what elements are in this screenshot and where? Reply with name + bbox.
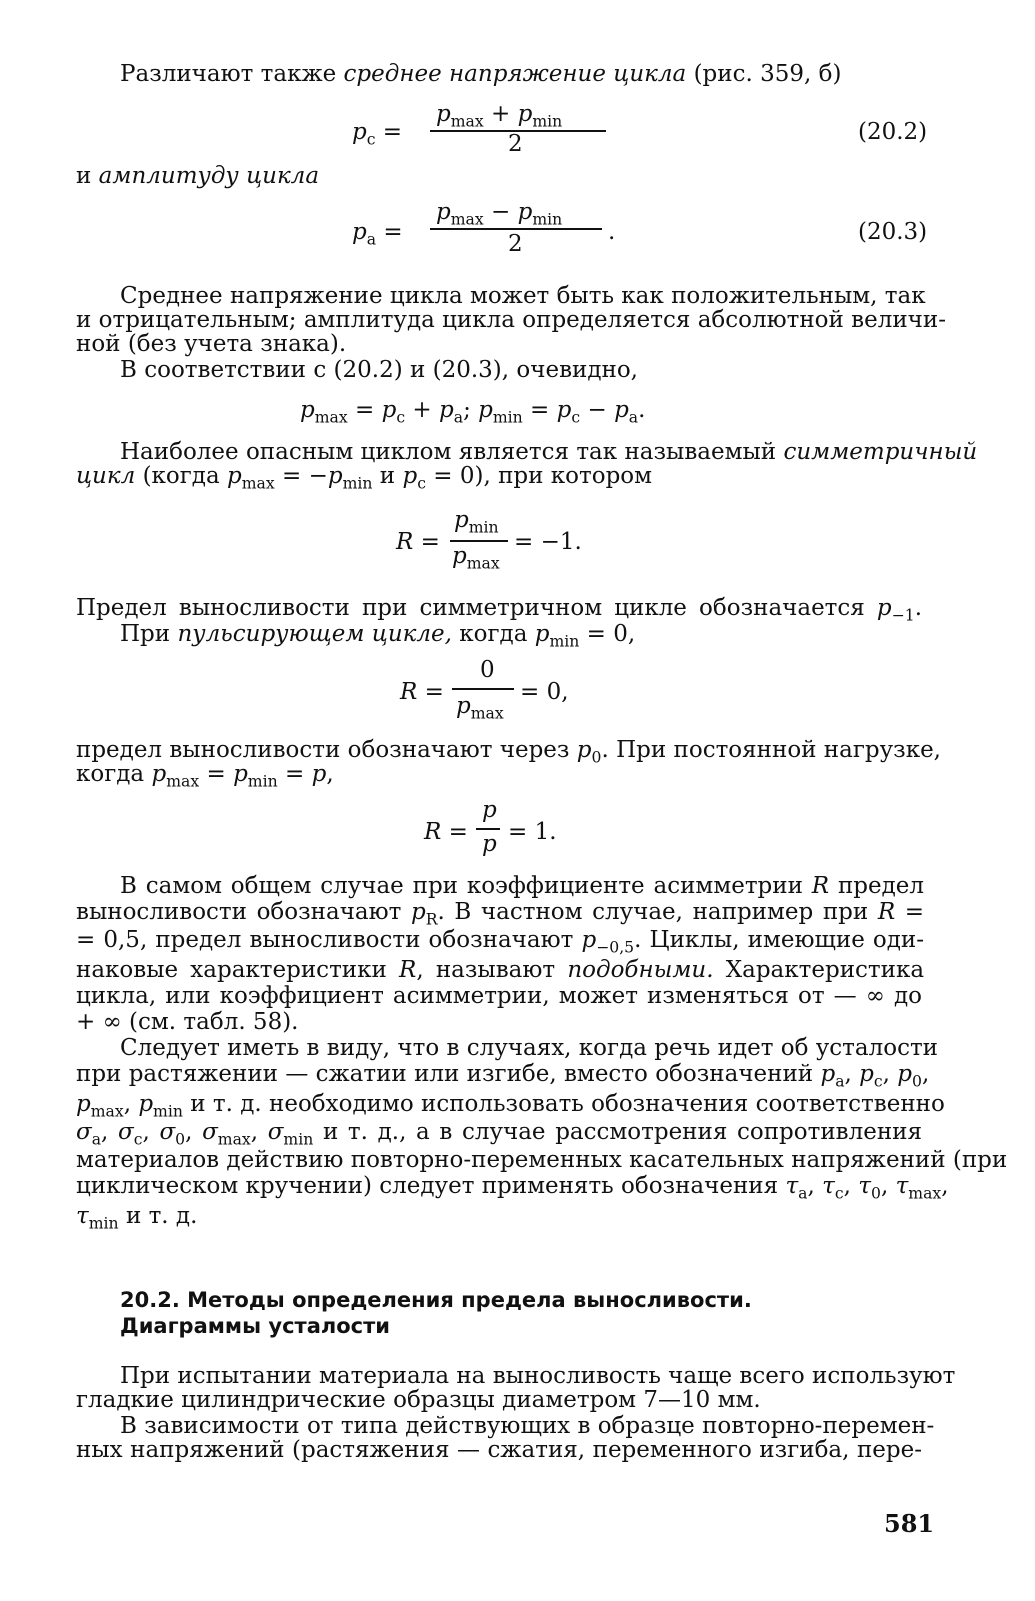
text-line: При испытании материала на выносливость чаще всего используют (120, 1363, 956, 1389)
text-line: ной (без учета знака). (76, 331, 347, 357)
text-line: и отрицательным; амплитуда цикла определяется абсолютной величи- (76, 307, 946, 333)
text-line: $\sigma_a$, $\sigma_c$, $\sigma_0$, $\sigma_{max}$, $\sigma_{min}$ и т. д., а в случае рассмотрения сопротивления (76, 1119, 923, 1149)
formula-pmax: $p_{max} = p_c + p_a$; $p_{min} = p_c - p_a$. (300, 397, 646, 427)
text-line: Среднее напряжение цикла может быть как положительным, так (120, 283, 926, 309)
text-line: циклическом кручении) следует применять обозначения $\tau_a$, $\tau_c$, $\tau_0$, $\tau_{max}$, (76, 1173, 949, 1203)
text-span: (рис. 359, б) (693, 61, 842, 87)
text-line: $\tau_{min}$ и т. д. (76, 1203, 198, 1233)
text-line: + ∞ (см. табл. 58). (76, 1009, 299, 1035)
text-line: цикл (когда $p_{max} = -p_{min}$ и $p_c = 0$), при котором (76, 463, 653, 493)
text-line: наковые характеристики R, называют подобными. Характеристика (76, 957, 925, 983)
equation-number: (20.3) (858, 219, 928, 245)
formula-r-symmetric: R = $p_{min}$ $p_{max}$ = −1. (396, 507, 582, 573)
text-line: цикла, или коэффициент асимметрии, может изменяться от — ∞ до (76, 983, 922, 1009)
section-heading-subtitle: Диаграммы усталости (120, 1314, 391, 1338)
text-line: В соответствии с (20.2) и (20.3), очевидно, (120, 357, 638, 383)
text-line (120, 60, 841, 88)
text-line: В самом общем случае при коэффициенте асимметрии R предел (120, 873, 925, 899)
formula-pa: $p_a$ = $p_{max} - p_{min}$ 2 . (352, 199, 616, 257)
text-line: гладкие цилиндрические образцы диаметром 7—10 мм. (76, 1387, 761, 1413)
text-line: $p_{max}$, $p_{min}$ и т. д. необходимо использовать обозначения соответственно (76, 1091, 945, 1121)
text-line: = 0,5, предел выносливости обозначают $p_{-0,5}$. Циклы, имеющие оди- (76, 927, 925, 957)
formula-r-constant: R = p p = 1. (424, 797, 557, 857)
page-number: 581 (884, 1509, 935, 1538)
text-line (76, 162, 319, 190)
italic-term: среднее напряжение цикла (343, 61, 687, 87)
text-line: ных напряжений (растяжения — сжатия, переменного изгиба, пере- (76, 1437, 922, 1463)
formula-pc: $p_c$ = $p_{max} + p_{min}$ 2 (352, 100, 612, 160)
text-line: Следует иметь в виду, что в случаях, когда речь идет об усталости (120, 1035, 939, 1061)
section-heading: 20.2. Методы определения предела выносливости. (120, 1288, 752, 1312)
equation-number: (20.2) (858, 119, 928, 145)
italic-term: цикл (76, 463, 136, 489)
italic-term: подобными. (567, 957, 714, 983)
text-line: Наиболее опасным циклом является так называемый симметричный (120, 439, 978, 465)
text-span: и (76, 163, 92, 189)
text-line: предел выносливости обозначают через $p_0$. При постоянной нагрузке, (76, 737, 941, 767)
text-line: когда $p_{max} = p_{min} = p$, (76, 761, 334, 791)
formula-r-pulsating: R = 0 $p_{max}$ = 0, (400, 657, 569, 723)
text-line: выносливости обозначают $p_R$. В частном случае, например при R = (76, 899, 925, 929)
text-span: Различают также (120, 61, 337, 87)
italic-term: амплитуду цикла (98, 163, 320, 189)
text-line: материалов действию повторно-переменных касательных напряжений (при (76, 1147, 1008, 1173)
text-line: В зависимости от типа действующих в образце повторно-перемен- (120, 1413, 935, 1439)
italic-term: симметричный (783, 439, 978, 465)
italic-term: пульсирующем цикле, (177, 621, 452, 647)
text-line: при растяжении — сжатии или изгибе, вместо обозначений $p_a$, $p_c$, $p_0$, (76, 1061, 930, 1091)
text-line: Предел выносливости при симметричном цикле обозначается $p_{-1}$. (76, 595, 923, 625)
text-line: При пульсирующем цикле, когда $p_{min} = 0$, (120, 621, 636, 651)
